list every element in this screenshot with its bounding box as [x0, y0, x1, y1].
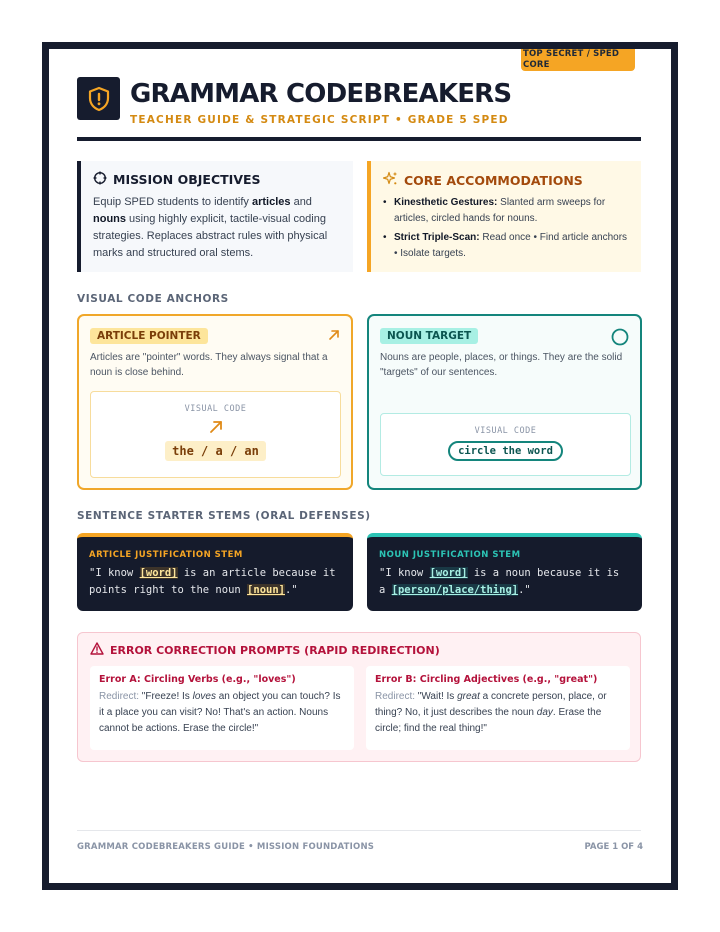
redirect-text: an object you can touch? Is it a place you can visit? No! That's an action. Nouns cannot be actions. Erase the circle!" — [99, 691, 341, 734]
core-accommodations-header — [383, 171, 633, 189]
stem-text-part: "I know — [89, 567, 140, 579]
redirect-text: "Wait! Is — [415, 691, 458, 702]
stem-text-part: ." — [284, 584, 298, 596]
error-b-title: Error B: Circling Adjectives (e.g., "great") — [375, 674, 598, 685]
noun-stem-text — [379, 565, 630, 599]
noun-stem-heading: NOUN JUSTIFICATION STEM — [379, 550, 521, 560]
article-stem-text — [89, 565, 341, 599]
header-divider — [77, 137, 641, 141]
list-item — [383, 195, 633, 227]
objectives-text-3: using highly explicit, tactile-visual coding strategies. Replaces abstract rules with physical marks and structured oral stems. — [93, 213, 328, 259]
accommodation-label: Strict Triple-Scan: — [394, 232, 480, 243]
core-accommodations-panel — [367, 161, 641, 272]
stem-text-part: is a noun because it is a — [379, 567, 620, 596]
page-subtitle: TEACHER GUIDE & STRATEGIC SCRIPT • GRADE 5 SPED — [130, 114, 509, 126]
classification-badge: TOP SECRET / SPED CORE — [521, 49, 635, 71]
objectives-text-2: and — [290, 196, 312, 208]
redirect-text: . Erase the circle; find the real thing!" — [375, 707, 602, 734]
objectives-text-1: Equip SPED students to identify — [93, 196, 252, 208]
visual-code-anchors-label: VISUAL CODE ANCHORS — [77, 293, 229, 305]
error-b-redirect — [375, 689, 621, 737]
arrow-up-right-icon — [328, 328, 340, 346]
warning-triangle-icon — [90, 642, 104, 658]
stem-placeholder-noun: [noun] — [247, 584, 285, 596]
mission-objectives-heading: MISSION OBJECTIVES — [113, 172, 261, 187]
mission-objectives-text — [93, 194, 343, 262]
article-justification-stem-card — [77, 533, 353, 611]
article-pointer-card — [77, 314, 353, 490]
error-correction-heading: ERROR CORRECTION PROMPTS (RAPID REDIRECTION) — [110, 643, 440, 657]
article-code-example: the / a / an — [165, 441, 266, 461]
redirect-text: a concrete person, place, or thing? No, it just describes the noun — [375, 691, 607, 718]
page-frame — [42, 42, 678, 890]
sparkles-icon — [383, 171, 398, 189]
redirect-label: Redirect: — [375, 691, 416, 702]
mission-objectives-header — [93, 171, 343, 188]
error-a-card — [90, 666, 354, 750]
noun-justification-stem-card — [367, 533, 642, 611]
noun-code-example: circle the word — [448, 441, 563, 461]
crosshair-icon — [93, 171, 107, 188]
accommodation-text: Slanted arm sweeps for articles, circled hands for nouns. — [394, 197, 606, 224]
stem-text-part: ." — [518, 584, 531, 596]
redirect-emphasis: day — [536, 707, 553, 718]
accommodation-label: Kinesthetic Gestures: — [394, 197, 498, 208]
stem-text-part: is an article because it points right to the noun — [89, 567, 336, 596]
error-a-redirect — [99, 689, 345, 737]
visual-code-label: VISUAL CODE — [474, 426, 537, 436]
article-visual-code-box — [90, 391, 341, 478]
shield-alert-icon — [77, 77, 120, 120]
visual-code-label: VISUAL CODE — [184, 404, 247, 414]
stem-placeholder-word: [word] — [429, 567, 468, 579]
footer-title: GRAMMAR CODEBREAKERS GUIDE • MISSION FOUNDATIONS — [77, 842, 375, 852]
objectives-bold-articles: articles — [251, 196, 291, 208]
redirect-text: "Freeze! Is — [139, 691, 193, 702]
circle-target-icon — [611, 328, 629, 351]
stem-placeholder-category: [person/place/thing] — [391, 584, 519, 596]
stem-text-part: "I know — [379, 567, 430, 579]
page-title: GRAMMAR CODEBREAKERS — [130, 79, 512, 109]
noun-target-pill: NOUN TARGET — [380, 328, 478, 344]
list-item — [383, 230, 633, 262]
redirect-emphasis: loves — [192, 691, 216, 702]
error-a-title: Error A: Circling Verbs (e.g., "loves") — [99, 674, 296, 685]
noun-target-description: Nouns are people, places, or things. They are the solid "targets" of our sentences. — [380, 352, 623, 378]
stem-placeholder-word: [word] — [139, 567, 178, 579]
noun-visual-code-box — [380, 413, 631, 476]
article-pointer-pill: ARTICLE POINTER — [90, 328, 208, 344]
error-correction-panel — [77, 632, 641, 762]
footer-divider — [77, 830, 641, 831]
core-accommodations-heading: CORE ACCOMMODATIONS — [404, 172, 583, 188]
arrow-up-right-icon — [91, 420, 340, 439]
article-pointer-description: Articles are "pointer" words. They always signal that a noun is close behind. — [90, 352, 328, 378]
noun-target-card — [367, 314, 642, 490]
article-stem-heading: ARTICLE JUSTIFICATION STEM — [89, 550, 243, 560]
error-b-card — [366, 666, 630, 750]
redirect-label: Redirect: — [99, 691, 140, 702]
objectives-bold-nouns: nouns — [93, 213, 126, 225]
mission-objectives-panel — [77, 161, 353, 272]
accommodation-text: Read once • Find article anchors • Isolate targets. — [394, 232, 628, 259]
redirect-emphasis: great — [457, 691, 480, 702]
page-number: PAGE 1 OF 4 — [584, 842, 643, 852]
sentence-stems-label: SENTENCE STARTER STEMS (ORAL DEFENSES) — [77, 510, 371, 522]
accommodations-list — [383, 195, 633, 262]
error-correction-header — [90, 642, 628, 658]
